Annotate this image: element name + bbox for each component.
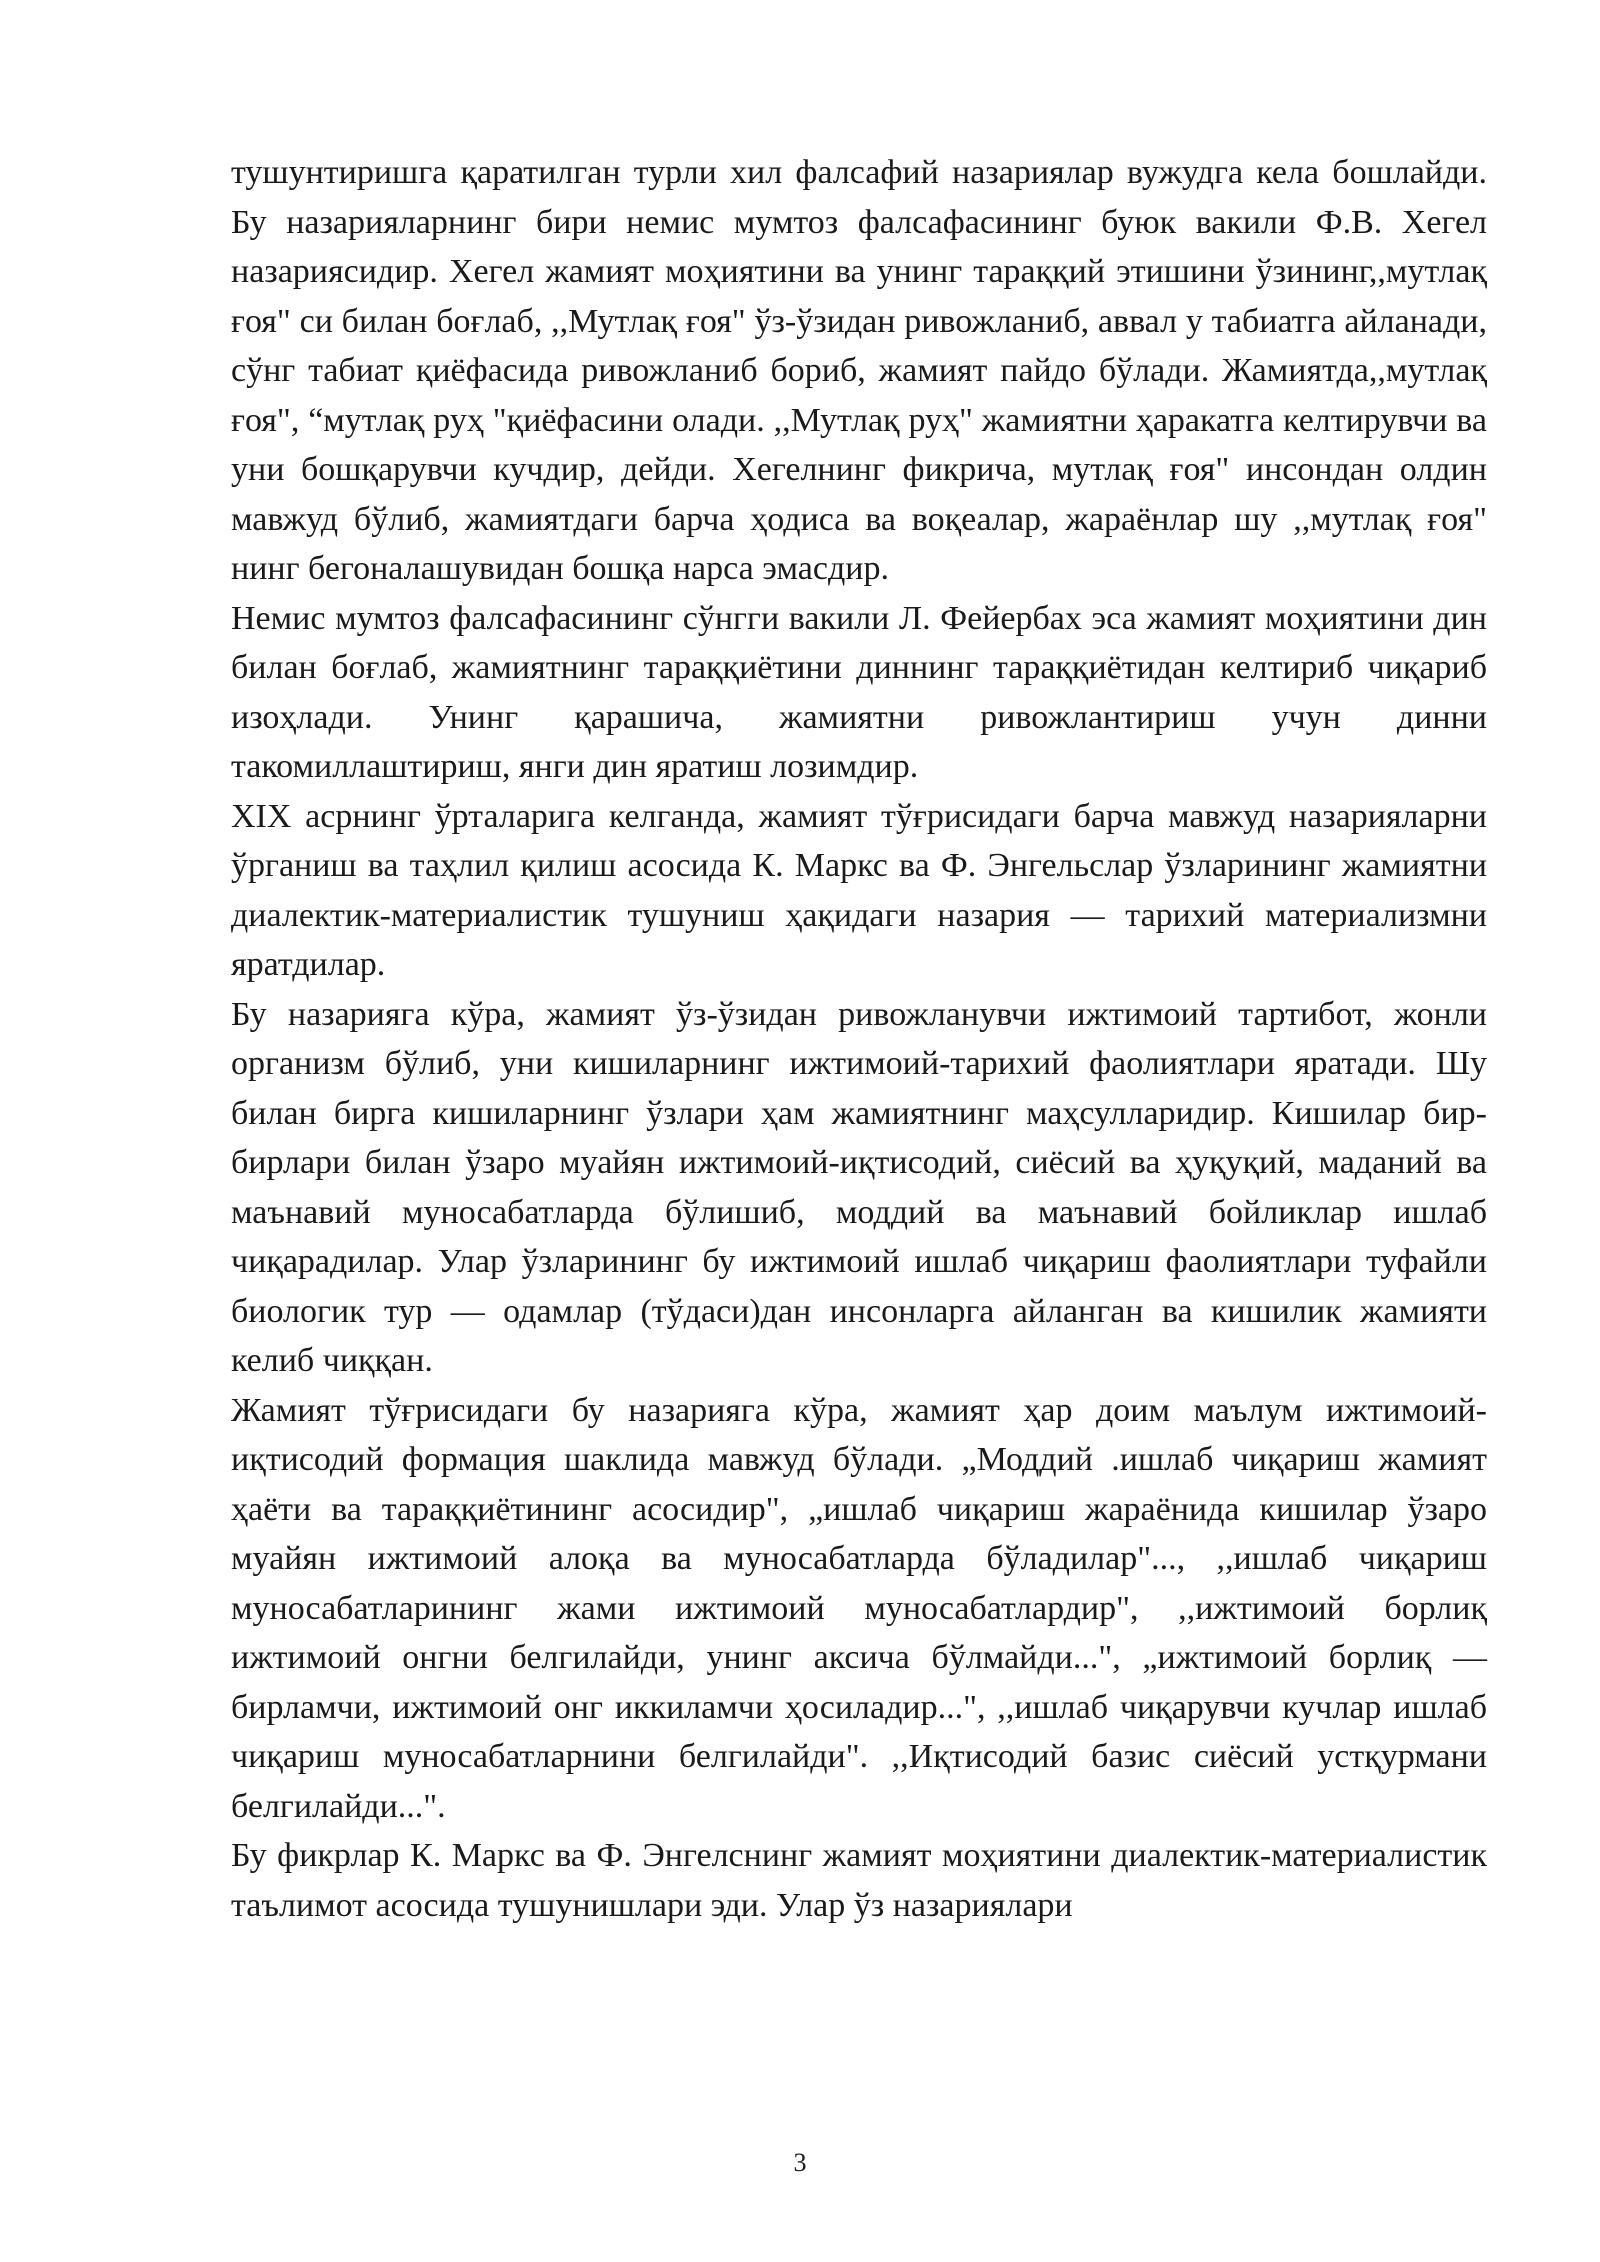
paragraph-theory: Бу назарияга кўра, жамият ўз-ўзидан ривожланувчи ижтимоий тартибот, жонли организм бўлиб, уни кишиларнинг ижтимоий-тарихий фаолиятлари яратади. Шу билан бирга кишиларнинг ўзлари ҳам жамиятнинг маҳсулларидир. Кишилар бир-бирлари билан ўзаро муайян ижтимоий-иқтисодий, сиёсий ва ҳуқуқий, маданий ва маънавий муносабатларда бўлишиб, моддий ва маънавий бойликлар ишлаб чиқарадилар. Улар ўзларининг бу ижтимоий ишлаб чиқариш фаолиятлари туфайли биологик тур — одамлар (тўдаси)дан инсонларга айланган ва кишилик жамияти келиб чиққан.	[231, 995, 1487, 1379]
paragraph-conclusion: Бу фикрлар К. Маркс ва Ф. Энгелснинг жамият моҳиятини диалектик-материалистик таълимот асосида тушунишлари эди. Улар ўз назариялари	[231, 1837, 1487, 1924]
paragraph-hegel: тушунтиришга қаратилган турли хил фалсафий назариялар вужудга кела бошлайди. Бу назарияларнинг бири немис мумтоз фалсафасининг буюк вакили Ф.В. Хегел назариясидир. Хегел жамият моҳиятини ва унинг тараққий этишини ўзининг,,мутлақ ғоя" си билан боғлаб, ,,Мутлақ ғоя" ўз-ўзидан ривожланиб, аввал у табиатга айланади, сўнг табиат қиёфасида ривожланиб бориб, жамият пайдо бўлади. Жамиятда,,мутлақ ғоя", “мутлақ руҳ "қиёфасини олади. ,,Мутлақ руҳ" жамиятни ҳаракатга келтирувчи ва уни бошқарувчи кучдир, дейди. Хегелнинг фикрича, мутлақ ғоя" инсондан олдин мавжуд бўлиб, жамиятдаги барча ҳодиса ва воқеалар, жараёнлар шу ,,мутлақ ғоя" нинг бегоналашувидан бошқа нарса эмасдир.	[231, 154, 1487, 587]
document-body	[231, 148, 1487, 1930]
paragraph-marx-engels: XIX асрнинг ўрталарига келганда, жамият тўғрисидаги барча мавжуд назарияларни ўрганиш ва таҳлил қилиш асосида К. Маркс ва Ф. Энгельслар ўзларининг жамиятни диалектик-материалистик тушуниш ҳақидаги назария — тарихий материализмни яратдилар.	[231, 797, 1487, 983]
paragraph-feuerbach: Немис мумтоз фалсафасининг сўнгги вакили Л. Фейербах эса жамият моҳиятини дин билан боғлаб, жамиятнинг тараққиётини диннинг тараққиётидан келтириб чиқариб изоҳлади. Унинг қарашича, жамиятни ривожлантириш учун динни такомиллаштириш, янги дин яратиш лозимдир.	[231, 599, 1487, 785]
paragraph-formation: Жамият тўғрисидаги бу назарияга кўра, жамият ҳар доим маълум ижтимоий-иқтисодий формация шаклида мавжуд бўлади. „Моддий .ишлаб чиқариш жамият ҳаёти ва тараққиётининг асосидир", „ишлаб чиқариш жараёнида кишилар ўзаро муайян ижтимоий алоқа ва муносабатларда бўладилар"..., ,,ишлаб чиқариш муносабатларининг жами ижтимоий муносабатлардир", ,,ижтимоий борлиқ ижтимоий онгни белгилайди, унинг аксича бўлмайди...", „ижтимоий борлиқ — бирламчи, ижтимоий онг иккиламчи ҳосиладир...", ,,ишлаб чиқарувчи кучлар ишлаб чиқариш муносабатларнини белгилайди". ,,Иқтисодий базис сиёсий устқурмани белгилайди...".	[231, 1391, 1487, 1825]
page-number: 3	[793, 2148, 807, 2177]
